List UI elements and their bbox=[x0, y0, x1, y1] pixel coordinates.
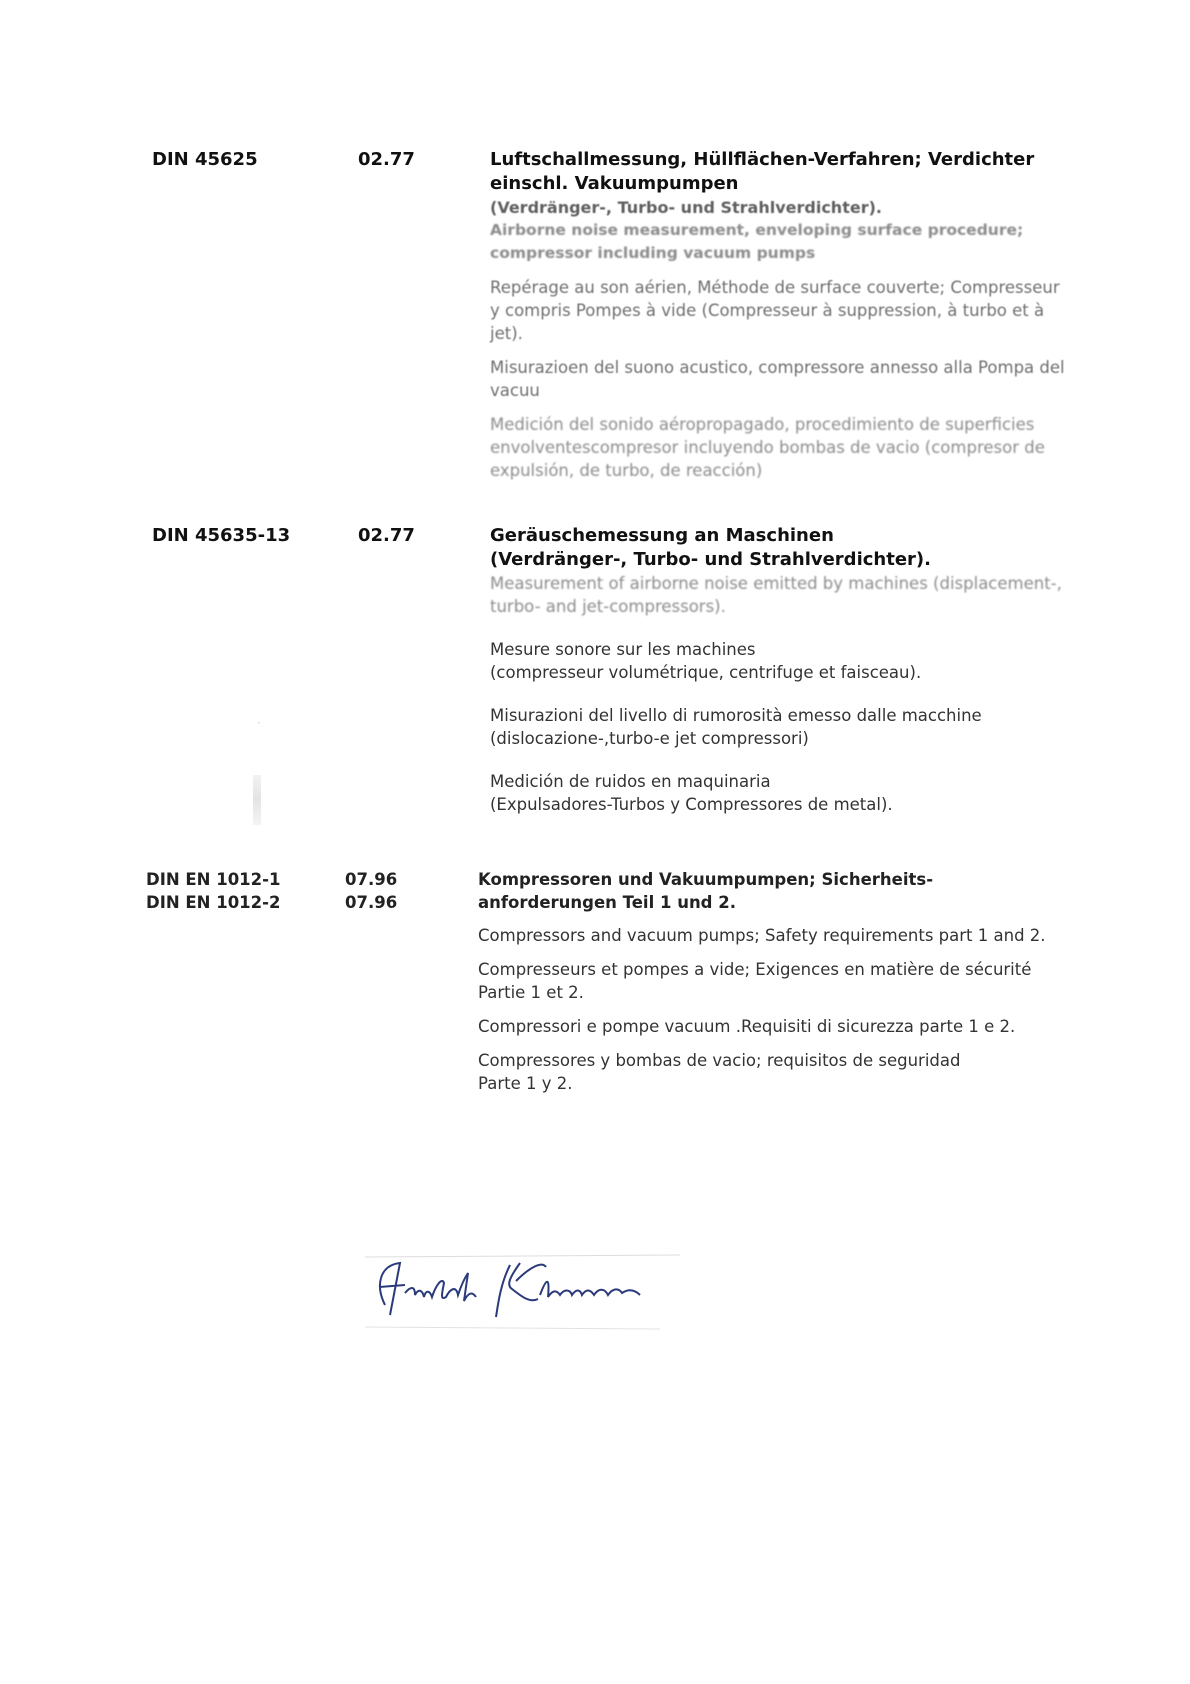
translation-french: Repérage au son aérien, Méthode de surface couverte; Compresseur y compris Pompes à vide (Compresseur à suppression, à turbo et à jet). bbox=[490, 278, 1060, 343]
translation-english: Airborne noise measurement, enveloping surface procedure; compressor including vacuum pumps bbox=[490, 221, 1024, 262]
standard-code: DIN 45635-13 bbox=[152, 525, 291, 546]
standard-date: 02.77 bbox=[358, 149, 415, 170]
standard-date: 02.77 bbox=[358, 525, 415, 546]
standard-code-1: DIN EN 1012-1 bbox=[146, 870, 281, 889]
translation-english: Compressors and vacuum pumps; Safety requirements part 1 and 2. bbox=[478, 926, 1046, 945]
scan-artifact bbox=[253, 775, 261, 825]
translation-spanish: Compressores y bombas de vacio; requisitos de seguridad Parte 1 y 2. bbox=[478, 1051, 961, 1093]
translation-italian: Misurazioen del suono acustico, compressore annesso alla Pompa del vacuu bbox=[490, 358, 1065, 400]
translation-spanish: Medición del sonido aéropropagado, procedimiento de superficies envolventescompresor incluyendo bombas de vacio (compresor de expulsión, de turbo, de reacción) bbox=[490, 415, 1045, 480]
translation-english: Measurement of airborne noise emitted by machines (displacement-, turbo- and jet-compressors). bbox=[490, 574, 1062, 616]
handwritten-signature bbox=[360, 1245, 690, 1335]
standard-date-1: 07.96 bbox=[345, 870, 398, 889]
translation-spanish-line-2: (Expulsadores-Turbos y Compressores de metal). bbox=[490, 795, 893, 814]
standard-date bbox=[345, 868, 397, 914]
translation-french-line-2: (compresseur volumétrique, centrifuge et faisceau). bbox=[490, 663, 922, 682]
translation-italian: Compressori e pompe vacuum .Requisiti di sicurezza parte 1 e 2. bbox=[478, 1017, 1016, 1036]
standard-date-2: 07.96 bbox=[345, 893, 398, 912]
title-german: Luftschallmessung, Hüllflächen-Verfahren; Verdichter einschl. Vakuumpumpen bbox=[490, 149, 1035, 194]
standard-code: DIN 45625 bbox=[152, 149, 258, 170]
translation-italian bbox=[490, 704, 1065, 750]
translation-french bbox=[490, 638, 1065, 684]
translation-italian-line-1: Misurazioni del livello di rumorosità emesso dalle macchine bbox=[490, 706, 982, 725]
translation-spanish-line-1: Medición de ruidos en maquinaria bbox=[490, 772, 771, 791]
standard-description bbox=[478, 868, 1058, 1106]
standard-code-2: DIN EN 1012-2 bbox=[146, 893, 281, 912]
scan-artifact: · bbox=[257, 716, 261, 730]
translation-french-line-1: Mesure sonore sur les machines bbox=[490, 640, 756, 659]
standard-description bbox=[490, 148, 1065, 493]
translation-italian-line-2: (dislocazione-,turbo-e jet compressori) bbox=[490, 729, 809, 748]
standard-description bbox=[490, 524, 1065, 827]
translation-french: Compresseurs et pompes a vide; Exigences en matière de sécurité Partie 1 et 2. bbox=[478, 960, 1032, 1002]
translation-spanish bbox=[490, 770, 1065, 816]
title-german: Geräuschemessung an Maschinen bbox=[490, 525, 834, 546]
subtitle-german: (Verdränger-, Turbo- und Strahlverdichter). bbox=[490, 549, 931, 570]
standard-code bbox=[146, 868, 280, 914]
title-german: Kompressoren und Vakuumpumpen; Sicherheits-anforderungen Teil 1 und 2. bbox=[478, 870, 934, 912]
subtitle-german: (Verdränger-, Turbo- und Strahlverdichter). bbox=[490, 198, 882, 217]
